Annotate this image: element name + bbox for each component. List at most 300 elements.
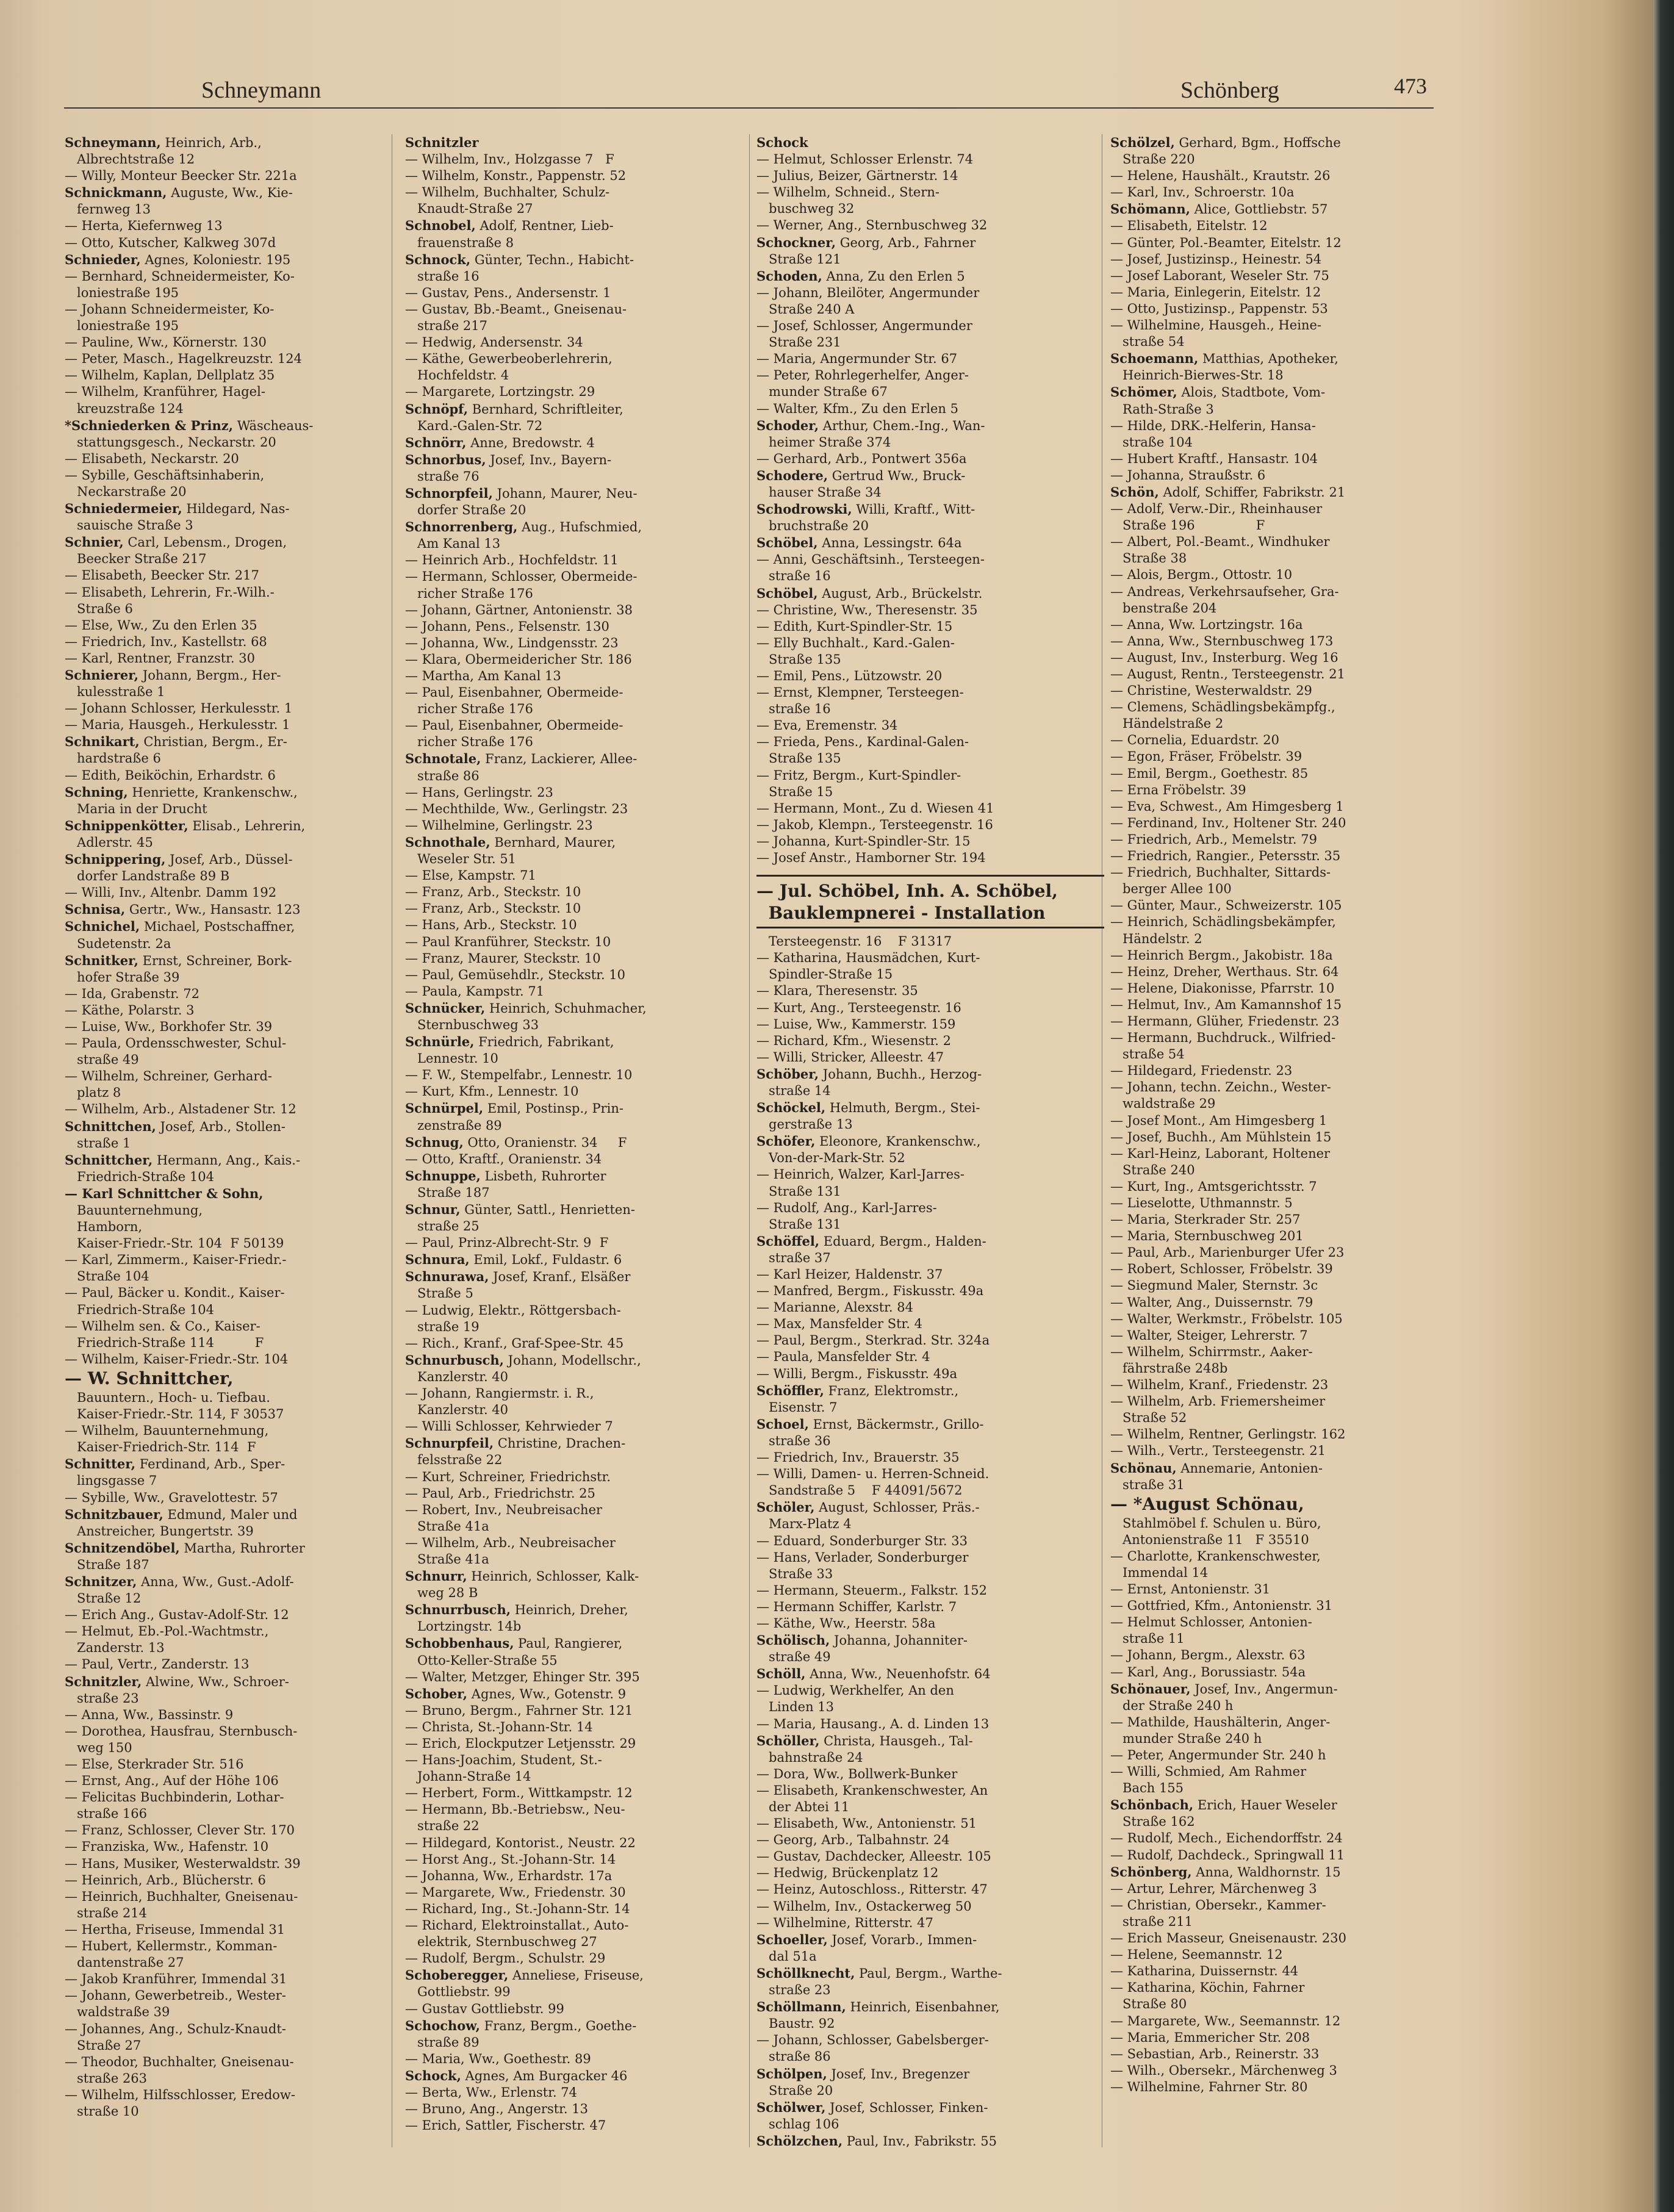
entry-line	[405, 1736, 753, 1752]
entry-text: straße 31	[1110, 1477, 1185, 1492]
entry-line	[756, 401, 1104, 417]
entry-text: — Günter, Pol.-Beamter, Eitelstr. 12	[1110, 235, 1342, 250]
entry-text: Friedrich-Straße 114 F	[65, 1335, 264, 1350]
entry-line	[65, 1590, 412, 1607]
entry-text: Johann, Bergm., Her-	[138, 668, 281, 683]
entry-line	[65, 2087, 412, 2103]
entry-text: Gertrud Ww., Bruck-	[828, 468, 966, 483]
entry-text: — Sybille, Ww., Gravelottestr. 57	[65, 1490, 278, 1505]
surname: Schnotale,	[405, 751, 481, 767]
entry-line	[65, 301, 412, 318]
entry-text: Von-der-Mark-Str. 52	[756, 1151, 905, 1166]
entry-text: Straße 240 A	[756, 301, 855, 317]
entry-text: Straße 187	[65, 1557, 149, 1572]
entry-head	[65, 134, 412, 151]
entry-line	[756, 251, 1104, 268]
entry-text: Heinrich, Arb.,	[160, 135, 262, 150]
entry-text: Am Kanal 13	[405, 536, 501, 551]
surname: Schöbel,	[756, 535, 818, 551]
entry-line	[405, 536, 753, 552]
entry-text: der Straße 240 h	[1110, 1698, 1234, 1713]
entry-text: Kanzlerstr. 40	[405, 1369, 509, 1384]
entry-text: — Johann Schlosser, Herkulesstr. 1	[65, 701, 293, 716]
header-left-word: Schneymann	[201, 77, 322, 103]
entry-text: — Wilhelm, Schreiner, Gerhard-	[65, 1069, 273, 1084]
entry-text: — Eva, Schwest., Am Himgesberg 1	[1110, 799, 1344, 814]
entry-line	[1110, 1747, 1458, 1764]
entry-line	[1110, 683, 1458, 699]
entry-text: Otto, Oranienstr. 34 F	[463, 1135, 627, 1150]
entry-text: Helmuth, Bergm., Stei-	[825, 1101, 980, 1116]
entry-text: Otto-Keller-Straße 55	[405, 1653, 558, 1668]
entry-line	[1110, 2079, 1458, 2095]
entry-text: lingsgasse 7	[65, 1473, 157, 1488]
entry-text: straße 49	[65, 1052, 139, 1068]
surname: Schockner,	[756, 234, 836, 250]
entry-line	[405, 652, 753, 668]
entry-line	[1110, 600, 1458, 617]
entry-text: — Heinrich, Schädlingsbekämpfer,	[1110, 914, 1336, 930]
entry-line	[1110, 1830, 1458, 1847]
entry-text: Zanderstr. 13	[65, 1640, 165, 1656]
entry-text: Hermann, Ang., Kais.-	[153, 1152, 301, 1168]
surname: Schöler,	[756, 1499, 815, 1515]
entry-text: — Robert, Inv., Neubreisacher	[405, 1502, 603, 1517]
entry-line	[65, 2070, 412, 2087]
entry-line	[65, 767, 412, 784]
entry-line	[65, 1490, 412, 1506]
entry-line	[1110, 1179, 1458, 1195]
entry-text: — Lieselotte, Uthmannstr. 5	[1110, 1196, 1293, 1210]
entry-line	[756, 1615, 1104, 1632]
entry-line	[1110, 501, 1458, 517]
entry-text: — Hans-Joachim, Student, St.-	[405, 1753, 602, 1768]
entry-line	[756, 367, 1104, 384]
entry-text: — Ferdinand, Inv., Holtener Str. 240	[1110, 815, 1346, 830]
entry-text: Friedrich, Fabrikant,	[474, 1035, 614, 1050]
entry-text: straße 76	[405, 469, 480, 484]
advertisement-box	[756, 875, 1104, 928]
entry-line	[756, 635, 1104, 652]
entry-line	[1110, 567, 1458, 583]
entry-text: — Fritz, Bergm., Kurt-Spindler-	[756, 767, 961, 783]
entry-line	[65, 1740, 412, 1756]
entry-head	[756, 1965, 1104, 1982]
entry-text: — Günter, Maur., Schweizerstr. 105	[1110, 898, 1342, 913]
entry-line	[405, 1083, 753, 1100]
entry-line	[405, 418, 753, 434]
entry-text: — Christa, St.-Johann-Str. 14	[405, 1719, 593, 1734]
entry-line	[405, 1818, 753, 1834]
surname: Schnothale,	[405, 834, 490, 850]
entry-text: — Franz, Arb., Steckstr. 10	[405, 901, 581, 916]
entry-text: buschweg 32	[756, 201, 855, 217]
entry-text: — Paul Kranführer, Steckstr. 10	[405, 934, 611, 949]
entry-head	[65, 667, 412, 684]
entry-text: bruchstraße 20	[756, 519, 869, 534]
entry-text: Straße 131	[756, 1183, 841, 1199]
entry-text: Johann, Maurer, Neu-	[492, 486, 638, 501]
entry-text: Lortzingstr. 14b	[405, 1619, 522, 1634]
entry-line	[405, 934, 753, 950]
entry-text: Bernhard, Schriftleiter,	[468, 401, 623, 417]
entry-line	[1110, 1963, 1458, 1980]
entry-text: Straße 41a	[405, 1551, 489, 1567]
entry-text: — Maria, Einlegerin, Eitelstr. 12	[1110, 284, 1321, 300]
entry-line	[756, 983, 1104, 999]
entry-text: — Jakob, Klempn., Tersteegenstr. 16	[756, 817, 993, 832]
entry-line	[756, 451, 1104, 467]
entry-text: straße 217	[405, 318, 488, 334]
entry-text: — Maria, Ww., Goethestr. 89	[405, 2051, 591, 2066]
entry-line	[1110, 1046, 1458, 1063]
entry-line	[405, 235, 753, 251]
entry-line	[1110, 1930, 1458, 1947]
entry-text: — Johannes, Ang., Schulz-Knaudt-	[65, 2021, 286, 2036]
entry-text: — Heinrich Arb., Hochfeldstr. 11	[405, 553, 619, 568]
entry-text: — F. W., Stempelfabr., Lennestr. 10	[405, 1068, 633, 1083]
entry-text: — Käthe, Polarstr. 3	[65, 1002, 195, 1018]
entry-line	[756, 602, 1104, 619]
entry-line	[1110, 1344, 1458, 1360]
entry-line	[65, 1135, 412, 1152]
entry-text: straße 25	[405, 1219, 480, 1234]
entry-text: — Anni, Geschäftsinh., Tersteegen-	[756, 552, 985, 567]
entry-text: Lennestr. 10	[405, 1051, 498, 1066]
entry-line	[756, 1881, 1104, 1898]
entry-text: — Paul, Arb., Marienburger Ufer 23	[1110, 1245, 1345, 1260]
entry-text: Franz, Lackierer, Allee-	[481, 752, 638, 767]
entry-text: Sternbuschweg 33	[405, 1017, 539, 1032]
entry-text: — Franz, Arb., Steckstr. 10	[405, 885, 581, 900]
entry-text: — Wilhelm, Kaiser-Friedr.-Str. 104	[65, 1351, 289, 1366]
entry-line	[1110, 251, 1458, 268]
entry-line	[1110, 1063, 1458, 1079]
entry-text: — Walter, Kfm., Zu den Erlen 5	[756, 401, 958, 416]
entry-text: Kaiser-Friedrich-Str. 114 F	[65, 1440, 256, 1455]
entry-head	[405, 834, 753, 851]
entry-text: — Erna Fröbelstr. 39	[1110, 782, 1246, 797]
surname: Schnitker,	[65, 952, 138, 968]
entry-text: Alwine, Ww., Schroer-	[142, 1674, 289, 1689]
entry-text: — Christine, Westerwaldstr. 29	[1110, 683, 1312, 698]
entry-text: Kaiser-Friedr.-Str. 114, F 30537	[65, 1407, 284, 1422]
entry-text: Straße 12	[65, 1591, 142, 1606]
entry-text: — Paul, Arb., Friedrichstr. 25	[405, 1485, 595, 1501]
entry-head	[756, 417, 1104, 434]
entry-text: Straße 6	[65, 601, 133, 616]
entry-line	[65, 1268, 412, 1285]
entry-head	[65, 500, 412, 517]
entry-line	[1110, 1079, 1458, 1096]
entry-head	[756, 534, 1104, 551]
entry-text: — Friedrich, Inv., Kastellstr. 68	[65, 634, 267, 649]
surname: Schoder,	[756, 417, 819, 433]
entry-line	[1110, 1277, 1458, 1294]
entry-line	[1110, 550, 1458, 567]
entry-text: Albrechtstraße 12	[65, 152, 195, 167]
entry-head	[65, 1573, 412, 1590]
entry-line	[405, 635, 753, 652]
entry-text: richer Straße 176	[405, 734, 533, 750]
entry-head	[405, 1168, 753, 1185]
entry-text: — Bernhard, Schneidermeister, Ko-	[65, 268, 295, 284]
entry-text: sauische Straße 3	[65, 518, 193, 533]
entry-text: — Helmut, Eb.-Pol.-Wachtmstr.,	[65, 1624, 269, 1639]
entry-text: — Kurt, Schreiner, Friedrichstr.	[405, 1469, 611, 1484]
entry-text: — Helene, Seemannstr. 12	[1110, 1947, 1283, 1962]
entry-text: Gerhard, Bgm., Hoffsche	[1174, 135, 1341, 150]
entry-text: Anstreicher, Bungertstr. 39	[65, 1523, 254, 1539]
entry-line	[756, 2016, 1104, 2032]
entry-head	[65, 1673, 412, 1690]
entry-line	[65, 1219, 412, 1235]
entry-text: — Wilhelm, Bauunternehmung,	[65, 1423, 269, 1438]
entry-text: — Anna, Ww. Lortzingstr. 16a	[1110, 617, 1303, 632]
entry-text: — Gottfried, Kfm., Antonienstr. 31	[1110, 1598, 1333, 1614]
entry-text: Straße 220	[1110, 152, 1195, 167]
entry-text: — Helene, Diakonisse, Pfarrstr. 10	[1110, 980, 1335, 996]
entry-line	[65, 168, 412, 184]
entry-line	[65, 1335, 412, 1351]
entry-text: Friedrich-Straße 104	[65, 1302, 214, 1317]
entry-line	[1110, 1980, 1458, 1996]
entry-line	[756, 750, 1104, 767]
entry-text: — Cornelia, Eduardstr. 20	[1110, 733, 1279, 748]
entry-text: — Hermann, Glüher, Friedenstr. 23	[1110, 1013, 1340, 1029]
entry-line	[65, 434, 412, 451]
entry-text: — August, Rentn., Tersteegenstr. 21	[1110, 667, 1345, 681]
entry-line	[65, 1955, 412, 1971]
entry-text: — Frieda, Pens., Kardinal-Galen-	[756, 734, 969, 750]
entry-line	[405, 1050, 753, 1067]
surname: Schöllknecht,	[756, 1965, 855, 1981]
entry-text: Agnes, Koloniestr. 195	[140, 252, 291, 267]
entry-text: straße 10	[65, 2103, 139, 2119]
entry-line	[1110, 268, 1458, 284]
entry-line	[1110, 1897, 1458, 1914]
entry-text: Straße 135	[756, 652, 841, 667]
entry-line	[65, 1318, 412, 1335]
entry-line	[405, 502, 753, 519]
entry-line	[405, 184, 753, 201]
entry-line	[405, 1703, 753, 1719]
entry-text: Paul, Rangierer,	[514, 1636, 623, 1651]
entry-line	[1110, 401, 1458, 418]
entry-head	[65, 784, 412, 801]
entry-line	[756, 966, 1104, 983]
entry-text: Spindler-Straße 15	[756, 967, 893, 982]
entry-line	[756, 1948, 1104, 1965]
entry-line	[1110, 1881, 1458, 1897]
entry-line	[65, 684, 412, 700]
entry-text: — Manfred, Bergm., Fiskusstr. 49a	[756, 1284, 984, 1299]
entry-text: Anna, Waldhornstr. 15	[1191, 1864, 1341, 1880]
entry-line	[65, 1690, 412, 1707]
entry-head	[405, 1352, 753, 1369]
entry-text: — Sybille, Geschäftsinhaberin,	[65, 467, 265, 483]
entry-line	[756, 551, 1104, 568]
entry-line	[1110, 666, 1458, 683]
entry-text: Alois, Stadtbote, Vom-	[1177, 385, 1326, 400]
entry-text: — Mathilde, Haushälterin, Anger-	[1110, 1714, 1331, 1729]
entry-line	[65, 201, 412, 218]
entry-text: — Helene, Haushält., Krautstr. 26	[1110, 168, 1331, 184]
entry-line	[756, 1166, 1104, 1183]
entry-text: — Rudolf, Mech., Eichendorffstr. 24	[1110, 1831, 1343, 1846]
entry-line	[405, 1452, 753, 1468]
entry-line	[405, 1402, 753, 1418]
entry-text: Anna, Zu den Erlen 5	[822, 268, 965, 284]
entry-line	[756, 151, 1104, 168]
entry-line	[756, 2083, 1104, 2099]
entry-line	[1110, 1647, 1458, 1664]
entry-text: Straße 240	[1110, 1162, 1195, 1177]
entry-head	[756, 1382, 1104, 1399]
entry-line	[405, 1067, 753, 1083]
entry-line	[756, 285, 1104, 301]
entry-line	[65, 1623, 412, 1640]
entry-text: — Christian, Obersekr., Kammer-	[1110, 1897, 1326, 1912]
entry-head	[756, 1416, 1104, 1433]
entry-line	[405, 1653, 753, 1669]
column-3	[756, 134, 1104, 2150]
entry-head	[1110, 1797, 1458, 1814]
entry-text: — Maria, Sternbuschweg 201	[1110, 1229, 1304, 1244]
surname: Schöffler,	[756, 1382, 824, 1398]
entry-line	[65, 517, 412, 534]
entry-line	[405, 151, 753, 168]
entry-text: — Johann Schneidermeister, Ko-	[65, 301, 275, 317]
entry-head	[65, 417, 412, 434]
entry-line	[405, 1769, 753, 1785]
entry-head	[405, 434, 753, 451]
entry-line	[756, 1915, 1104, 1931]
entry-text: Gertr., Ww., Hansastr. 123	[125, 902, 301, 917]
entry-text: munder Straße 67	[756, 384, 888, 400]
entry-text: kreuzstraße 124	[65, 401, 184, 416]
entry-line	[405, 1801, 753, 1818]
entry-line	[405, 717, 753, 734]
entry-text: stattungsgesch., Neckarstr. 20	[65, 434, 276, 450]
entry-text: — Clemens, Schädlingsbekämpfg.,	[1110, 700, 1335, 715]
entry-text: — Karl, Ang., Borussiastr. 54a	[1110, 1664, 1306, 1679]
entry-line	[756, 1699, 1104, 1715]
entry-line	[65, 218, 412, 234]
entry-line	[1110, 1146, 1458, 1162]
entry-text: — Johanna, Kurt-Spindler-Str. 15	[756, 833, 971, 849]
entry-text: — Hermann, Bb.-Betriebsw., Neu-	[405, 1802, 625, 1817]
entry-line	[1110, 2030, 1458, 2046]
entry-text: Straße 135	[756, 751, 841, 766]
entry-text: Bach 155	[1110, 1781, 1184, 1796]
entry-text: Maria in der Drucht	[65, 801, 207, 816]
entry-line	[756, 1016, 1104, 1033]
entry-text: Heinrich, Schuhmacher,	[485, 1000, 647, 1016]
entry-line	[1110, 782, 1458, 799]
entry-text: — Herbert, Form., Wittkampstr. 12	[405, 1786, 633, 1801]
entry-text: — Eduard, Sonderburger Str. 33	[756, 1533, 968, 1548]
entry-line	[756, 1449, 1104, 1466]
entry-text: Adolf, Schiffer, Fabrikstr. 21	[1159, 484, 1346, 500]
entry-text: kulesstraße 1	[65, 684, 165, 700]
entry-line	[756, 1649, 1104, 1665]
entry-line	[65, 1285, 412, 1301]
entry-head	[756, 1099, 1104, 1116]
entry-text: — Paul, Gemüsehdlr., Steckstr. 10	[405, 967, 626, 982]
entry-text: Johanna, Johanniter-	[830, 1633, 968, 1648]
entry-text: — Berta, Ww., Erlenstr. 74	[405, 2085, 578, 2100]
entry-text: Emil, Lokf., Fuldastr. 6	[469, 1252, 622, 1268]
entry-line	[756, 1766, 1104, 1783]
entry-text: — Katharina, Hausmädchen, Kurt-	[756, 950, 980, 966]
entry-head	[405, 401, 753, 418]
entry-line	[1110, 1030, 1458, 1046]
entry-text: Anne, Bredowstr. 4	[466, 435, 595, 450]
entry-line	[65, 1390, 412, 1406]
entry-text: — Wilhelm, Arb. Friemersheimer	[1110, 1394, 1326, 1409]
entry-line	[405, 768, 753, 785]
surname: Schöllmann,	[756, 1999, 846, 2015]
entry-text: Auguste, Ww., Kie-	[167, 185, 293, 201]
entry-text: Straße 5	[405, 1286, 473, 1301]
entry-text: — Johann, Bleilöter, Angermunder	[756, 285, 980, 300]
entry-text: — Wilhelmine, Ritterstr. 47	[756, 1915, 933, 1930]
entry-line	[405, 1535, 753, 1551]
entry-text: Wäscheaus-	[233, 418, 314, 433]
advertisement-line: — Jul. Schöbel, Inh. A. Schöbel,	[756, 881, 1058, 902]
entry-line	[756, 2049, 1104, 2065]
entry-head	[405, 485, 753, 502]
entry-line	[65, 650, 412, 667]
entry-line	[1110, 1714, 1458, 1731]
entry-line	[65, 1202, 412, 1219]
entry-text: — Gustav, Pens., Andersenstr. 1	[405, 285, 611, 300]
entry-text: — Julius, Beizer, Gärtnerstr. 14	[756, 168, 958, 184]
surname: Schnitzendöbel,	[65, 1540, 180, 1556]
entry-text: — Otto, Kraftf., Oranienstr. 34	[405, 1151, 602, 1166]
entry-text: dorfer Straße 20	[405, 503, 526, 518]
entry-head	[405, 750, 753, 767]
entry-line	[756, 1848, 1104, 1865]
entry-line	[65, 1971, 412, 1988]
entry-text: — Wilh., Obersekr., Märchenweg 3	[1110, 2063, 1337, 2078]
surname: Schnippering,	[65, 852, 166, 867]
entry-line	[756, 1783, 1104, 1799]
entry-line	[65, 351, 412, 367]
entry-text: felsstraße 22	[405, 1453, 503, 1468]
entry-text: — Otto, Kutscher, Kalkweg 307d	[65, 235, 276, 250]
entry-line	[405, 1469, 753, 1485]
entry-line	[756, 800, 1104, 817]
entry-line	[1110, 1914, 1458, 1930]
entry-text: der Abtei 11	[756, 1800, 850, 1814]
entry-text: dorfer Landstraße 89 B	[65, 869, 230, 884]
entry-line	[405, 900, 753, 917]
entry-text: — Johann, Pens., Felsenstr. 130	[405, 619, 609, 634]
entry-text: — Gustav Gottliebstr. 99	[405, 2001, 564, 2016]
entry-head	[405, 1268, 753, 1285]
entry-text: — Edith, Beiköchin, Erhardstr. 6	[65, 767, 276, 783]
surname: Schöber,	[756, 1066, 819, 1082]
surname: Schnichel,	[65, 919, 140, 935]
entry-text: — Christine, Ww., Theresenstr. 35	[756, 602, 978, 617]
entry-line	[756, 1299, 1104, 1316]
entry-line: Tersteegenstr. 16 F 31317	[756, 934, 952, 949]
entry-text: — Paul, Eisenbahner, Obermeide-	[405, 718, 623, 733]
entry-line	[65, 1169, 412, 1185]
entry-text: straße 211	[1110, 1914, 1193, 1929]
